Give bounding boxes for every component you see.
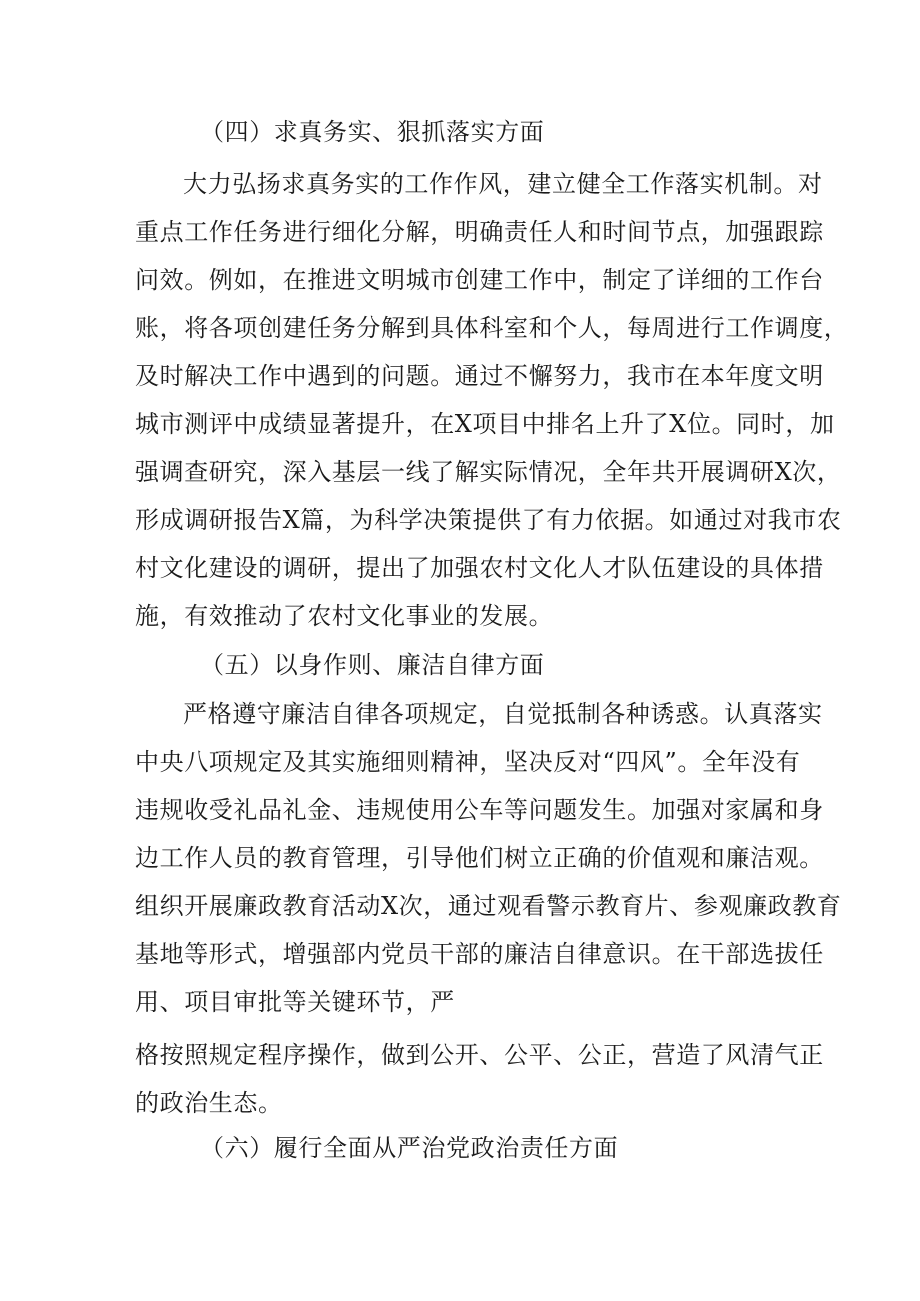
paragraph-line: 基地等形式，增强部内党员干部的廉洁自律意识。在干部选拔任 bbox=[135, 940, 824, 968]
paragraph-line: 违规收受礼品礼金、违规使用公车等问题发生。加强对家属和身 bbox=[135, 796, 824, 824]
paragraph-line: 中央八项规定及其实施细则精神，坚决反对“四风”。全年没有 bbox=[135, 748, 801, 776]
paragraph-line: 用、项目审批等关键环节，严 bbox=[135, 988, 455, 1016]
paragraph-line: 边工作人员的教育管理，引导他们树立正确的价值观和廉洁观。 bbox=[135, 844, 824, 872]
section-6-heading: （六）履行全面从严治党政治责任方面 bbox=[200, 1134, 619, 1162]
paragraph-line: 城市测评中成绩显著提升，在X项目中排名上升了X位。同时，加 bbox=[135, 410, 835, 438]
paragraph-line: 严格遵守廉洁自律各项规定，自觉抵制各种诱惑。认真落实 bbox=[183, 700, 823, 728]
paragraph-line: 重点工作任务进行细化分解，明确责任人和时间节点，加强跟踪 bbox=[135, 218, 824, 246]
paragraph-line: 账，将各项创建任务分解到具体科室和个人，每周进行工作调度， bbox=[135, 314, 849, 342]
paragraph-line: 大力弘扬求真务实的工作作风，建立健全工作落实机制。对 bbox=[183, 170, 823, 198]
paragraph-line: 格按照规定程序操作，做到公开、公平、公正，营造了风清气正 bbox=[135, 1041, 824, 1069]
paragraph-line: 强调查研究，深入基层一线了解实际情况，全年共开展调研X次， bbox=[135, 458, 842, 486]
paragraph-line: 施，有效推动了农村文化事业的发展。 bbox=[135, 602, 554, 630]
section-5-heading: （五）以身作则、廉洁自律方面 bbox=[200, 651, 545, 679]
paragraph-line: 及时解决工作中遇到的问题。通过不懈努力，我市在本年度文明 bbox=[135, 362, 824, 390]
paragraph-line: 组织开展廉政教育活动X次，通过观看警示教育片、参观廉政教育 bbox=[135, 892, 842, 920]
section-4-heading: （四）求真务实、狠抓落实方面 bbox=[200, 118, 545, 146]
paragraph-line: 问效。例如，在推进文明城市创建工作中，制定了详细的工作台 bbox=[135, 266, 824, 294]
paragraph-line: 村文化建设的调研，提出了加强农村文化人才队伍建设的具体措 bbox=[135, 554, 824, 582]
paragraph-line: 形成调研报告X篇，为科学决策提供了有力依据。如通过对我市农 bbox=[135, 506, 842, 534]
paragraph-line: 的政治生态。 bbox=[135, 1089, 283, 1117]
